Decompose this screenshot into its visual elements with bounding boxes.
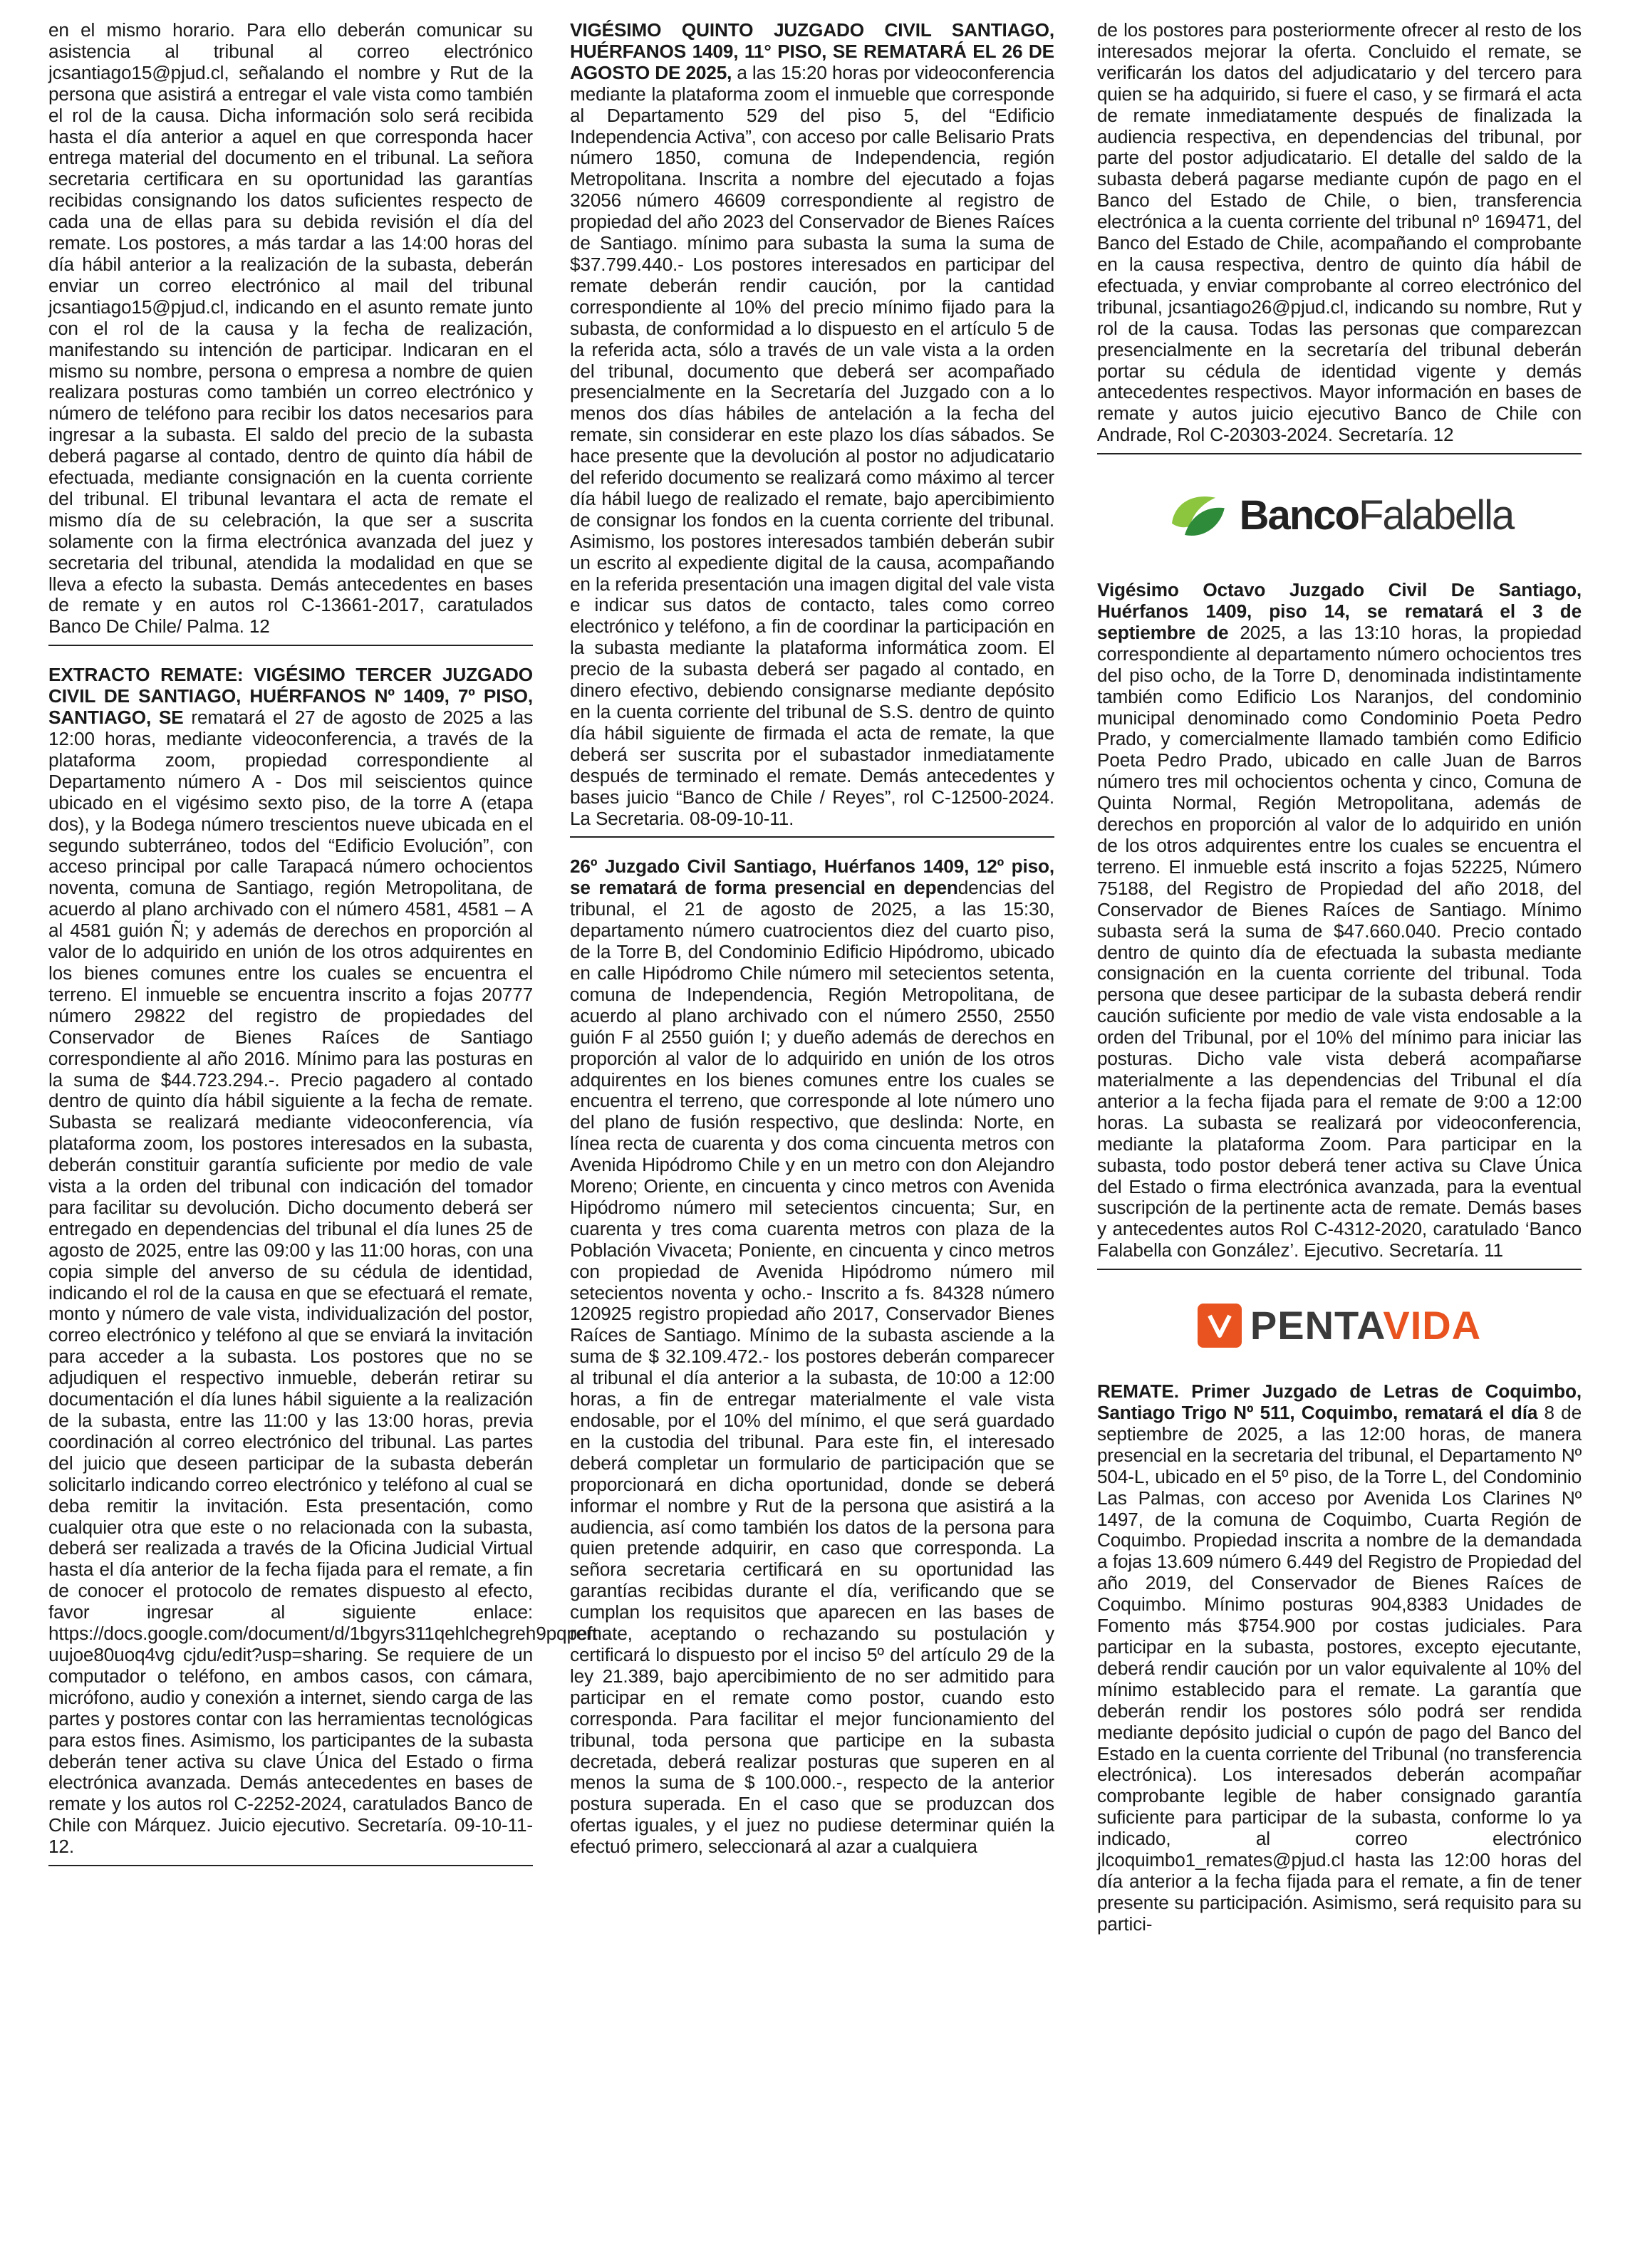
notice-coquimbo (1097, 1381, 1582, 1935)
penta-v-icon (1198, 1304, 1242, 1348)
notice-body: 8 de septiembre de 2025, a las 12:00 horas, de manera presencial en la secretaria del tribunal, el Departamento Nº 504-L, ubicado en el 5º piso, de la Torre L, del Condominio Las Palmas, con acceso por Avenida Los Clarines Nº 1497, de la comuna de Coquimbo, Cuarta Región de Coquimbo. Propiedad inscrita a nombre de la demandada a fojas 13.609 número 6.449 del Registro de Propiedad del año 2019, del Conservador de Bienes Raíces de Coquimbo. Mínimo posturas 904,8383 Unidades de Fomento más $754.900 por costas judiciales. Para participar en la subasta, postores, excepto ejecutante, deberá rendir caución por un valor equivalente al 10% del mínimo establecido para el remate. La garantía que deberán rendir los postores sólo podrá ser rendida mediante depósito judicial o cupón de pago del Banco del Estado en la cuenta corriente del Tribunal (no transferencia electrónica). Los interesados deberán acompañar comprobante legible de haber consignado garantía suficiente para participar de la subasta, conforme lo ya indicado, al correo electrónico jlcoquimbo1_remates@pjud.cl hasta las 12:00 horas del día anterior a la fecha fijada para el remate, a fin de tener presente su participación. Asimismo, será requisito para su partici- (1097, 1402, 1582, 1935)
logo-word-vida: VIDA (1383, 1303, 1482, 1348)
notice-body: a las 15:20 horas por videoconferencia mediante la plataforma zoom el inmueble que corresponde al Departamento 529 del piso 5, del “Edificio Independencia Activa”, con acceso por calle Belisario Prats número 1850, comuna de Independencia, región Metropolitana. Inscrita a nombre del ejecutado a fojas 32056 número 46609 correspondiente al registro de propiedad del año 2023 del Conservador de Bienes Raíces de Santiago. mínimo para subasta la suma la suma de $37.799.440.- Los postores interesados en participar del remate deberán rendir caución, por la cantidad correspondiente al 10% del precio mínimo fijado para la subasta, de conformidad a lo dispuesto en el artículo 5 de la referida acta, sólo a través de un vale vista a la orden del tribunal, documento que deberá ser acompañado presencialmente en la Secretaría del Juzgado con a lo menos dos días hábiles de antelación a la fecha del remate, sin considerar en este plazo los días sábados. Se hace presente que la devolución al postor no adjudicatario del referido documento se realizará como máximo al tercer día hábil luego de realizado el remate, bajo apercibimiento de consignar los fondos en la cuenta corriente del tribunal. Asimismo, los postores interesados también deberán subir un escrito al expediente digital de la causa, acompañando en la referida presentación una imagen digital del vale vista e indicar sus datos de contacto, tales como correo electrónico y teléfono, a fin de coordinar la participación en la subasta mediante la plataforma informática zoom. El precio de la subasta deberá ser pagado al contado, en dinero efectivo, debiendo consignarse mediante depósito en la cuenta corriente del tribunal de S.S. dentro de quinto día hábil siguiente de firmada el acta de remate, la que deberá ser suscrita por el subastador inmediatamente después de terminado el remate. Demás antecedentes y bases juicio “Banco de Chile / Reyes”, rol C-12500-2024. La Secretaria. 08-09-10-11. (570, 61, 1054, 829)
notice-body: de los postores para posteriormente ofrecer al resto de los interesados mejorar la oferta. Concluido el remate, se verificarán los datos del adjudicatario y del tercero para quien se ha adquirido, si fuere el caso, y se firmará el acta de remate inmediatamente después de finalizada la audiencia respectiva, en dependencias del tribunal, por parte del postor adjudicatario. El detalle del saldo de la subasta deberá pagarse mediante cupón de pago en el Banco del Estado de Chile, o bien, transferencia electrónica a la cuenta corriente del tribunal nº 169471, del Banco del Estado de Chile, acompañando el comprobante en la causa respectiva, dentro de quinto día hábil de efectuada, y enviar comprobante al correo electrónico del tribunal, jcsantiago26@pjud.cl, indicando su nombre, Rut y rol de la causa. Todas las personas que comparezcan presencialmente en la secretaría del tribunal deberán portar su cédula de identidad vigente y demás antecedentes respectivos. Mayor información en bases de remate y autos juicio ejecutivo Banco de Chile con Andrade, Rol C-20303-2024. Secretaría. 12 (1097, 19, 1582, 446)
notice-heading: EXTRACTO REMATE: VIGÉSIMO TERCER JUZGADO CIVIL DE SANTIAGO, HUÉRFANOS Nº 1409, 7º PISO, SANTIAGO, SE (48, 664, 533, 729)
notice-juzgado-25 (570, 20, 1054, 829)
divider (1097, 453, 1582, 454)
notice-heading: Vigésimo Octavo Juzgado Civil De Santiago, Huérfanos 1409, piso 14, se rematará el 3 de septiembre de (1097, 579, 1582, 643)
notice-juzgado-23 (48, 664, 598, 1858)
logo-word-banco: Banco (1239, 492, 1359, 539)
divider (48, 645, 533, 646)
notice-juzgado-28 (1097, 580, 1582, 1262)
logo-word-falabella: Falabella (1358, 492, 1514, 539)
notice-body: rematará el 27 de agosto de 2025 a las 12:00 horas, mediante videoconferencia, a través de la plataforma zoom, propiedad correspondiente al Departamento número A - Dos mil seiscientos quince ubicado en el vigésimo sexto piso, de la torre A (etapa dos), y la Bodega número trescientos nueve ubicada en el segundo subterráneo, todos del “Edificio Evolución”, con acceso principal por calle Tarapacá número ochocientos noventa, comuna de Santiago, región Metropolitana, de acuerdo al plano archivado con el número 4581, 4581 – A al 4581 guión Ñ; y además de derechos en proporción al valor de lo adquirido en unión de los otros adquirentes en los bienes comunes entre los cuales se encuentra el terreno. El inmueble se encuentra inscrito a fojas 20777 número 29822 del registro de propiedades del Conservador de Bienes Raíces de Santiago correspondiente al año 2016. Mínimo para las posturas en la suma de $44.723.294.-. Precio pagadero al contado dentro de quinto día hábil siguiente a la fecha de remate. Subasta se realizará mediante videoconferencia, vía plataforma zoom, los postores interesados en la subasta, deberán constituir garantía suficiente por medio de vale vista a la orden del tribunal con indicación del tomador para facilitar su devolución. Dicho documento deberá ser entregado en dependencias del tribunal el día lunes 25 de agosto de 2025, entre las 09:00 y las 11:00 horas, con una copia simple del anverso de su cédula de identidad, indicando el rol de la causa en que se efectuará el remate, monto y número de vale vista, individualización del postor, correo electrónico y teléfono al que se enviará la invitación para acceder a la subasta. Los postores que no se adjudiquen el respectivo inmueble, deberán retirar su documentación el día lunes hábil siguiente a la realización de la subasta, entre las 11:00 y las 13:00 horas, previa coordinación al correo electrónico del tribunal. Las partes del juicio que deseen participar de la subasta deberán solicitarlo indicando correo electrónico y teléfono al cual se deba remitir la invitación. Esta presentación, como cualquier otra que este o no relacionada con la subasta, deberá ser realizada a través de la Oficina Judicial Virtual hasta el día anterior de la fecha fijada para el remate, a fin de conocer el protocolo de remates dispuesto al efecto, favor ingresar al siguiente enlace: https://docs.google.com/document/d/1bgyrs311qehlchegreh9pqpeft uujoe80uoq4vg cjdu/edit?usp=sharing. Se requiere de un computador o teléfono, en ambos casos, con cámara, micrófono, audio y conexión a internet, siendo carga de las partes y postores contar con las herramientas tecnológicas para estos fines. Asimismo, los participantes de la subasta deberán tener activa su clave Única del Estado o firma electrónica avanzada. Demás antecedentes en bases de remate y los autos rol C-2252-2024, caratulados Banco de Chile con Márquez. Juicio ejecutivo. Secretaría. 09-10-11-12. (48, 707, 598, 1858)
penta-wordmark (1250, 1303, 1482, 1348)
notice-juzgado-26 (570, 856, 1054, 1858)
notice-heading: REMATE. Primer Juzgado de Letras de Coquimbo, Santiago Trigo Nº 511, Coquimbo, rematará el día (1097, 1380, 1582, 1424)
column-left (48, 19, 598, 1885)
notice-body: en el mismo horario. Para ello deberán comunicar su asistencia al tribunal al correo electrónico jcsantiago15@pjud.cl, señalando el nombre y Rut de la persona que asistirá a entregar el vale vista como también el rol de la causa. Dicha información solo será recibida hasta el día anterior a aquel en que corresponda hacer entrega material del documento en el tribunal. La señora secretaria certificara en su oportunidad las garantías recibidas consignando los datos suficientes respecto de cada una de ellas para su debida revisión el día del remate. Los postores, a más tardar a las 14:00 horas del día hábil anterior a la realización de la subasta, deberán enviar un correo electrónico al mail del tribunal jcsantiago15@pjud.cl, indicando en el asunto remate junto con el rol de la causa y la fecha de realización, manifestando su intención de participar. Indicaran en el mismo su nombre, persona o empresa a nombre de quien realizara posturas como también un correo electrónico y número de teléfono para recibir los datos necesarios para ingresar a la subasta. El saldo del precio de la subasta deberá pagarse al contado, dentro de quinto día hábil de efectuada, mediante consignación en la cuenta corriente del tribunal. El tribunal levantara el acta de remate el mismo día de su celebración, la que ser a suscrita solamente con la firma electrónica avanzada del juez y secretaria del tribunal, atendida la modalidad en que se lleva a efecto la subasta. Demás antecedentes en bases de remate y en autos rol C-13661-2017, caratulados Banco De Chile/ Palma. 12 (48, 19, 533, 638)
notice-body: 2025, a las 13:10 horas, la propiedad correspondiente al departamento número ochocientos tres del piso ocho, de la Torre D, denominada indistintamente también como Edificio Los Naranjos, del condominio municipal denominado como Condominio Poeta Pedro Prado, y comercialmente llamado también como Edificio Poeta Pedro Prado, ubicado en calle Juan de Barros número tres mil ochocientos ochenta y cinco, Comuna de Quinta Normal, Región Metropolitana, además de derechos en proporción al valor de lo adquirido en unión de los otros adquirentes entre los cuales se encuentra el terreno. El inmueble está inscrito a fojas 52225, Número 75188, del Registro de Propiedad del año 2018, del Conservador de Bienes Raíces de Santiago. Mínimo subasta será la suma de $47.660.040. Precio contado dentro de quinto día de efectuada la subasta mediante consignación en la cuenta corriente del tribunal. Toda persona que desee participar de la subasta deberá rendir caución suficiente por medio de vale vista endosable a la orden del Tribunal, por el 10% del mínimo para iniciar las posturas. Dicho vale vista deberá acompañarse materialmente a las dependencias del Tribunal el día anterior a la fecha fijada para el remate de 9:00 a 12:00 horas. La subasta se realizará por videoconferencia, mediante la plataforma Zoom. Para participar en la subasta, todo postor deberá tener activa su Clave Única del Estado o firma electrónica avanzada, para la eventual suscripción de la pertinente acta de remate. Demás bases y antecedentes autos Rol C-4312-2020, caratulado ‘Banco Falabella con González’. Ejecutivo. Secretaría. 11 (1097, 621, 1582, 1262)
notice-continued-santiago15 (48, 20, 533, 638)
penta-vida-logo (1097, 1289, 1582, 1363)
notice-heading: VIGÉSIMO QUINTO JUZGADO CIVIL SANTIAGO, HUÉRFANOS 1409, 11° PISO, SE REMATARÁ EL 26 DE AGOSTO DE 2025, (570, 19, 1054, 83)
column-middle (570, 20, 1054, 1858)
notice-heading: 26º Juzgado Civil Santiago, Huérfanos 1409, 12º piso, se rematará de forma presencial en depen (570, 855, 1054, 899)
notice-body: dencias del tribunal, el 21 de agosto de 2025, a las 15:30, departamento número cuatrocientos diez del cuarto piso, de la Torre B, del Condominio Edificio Hipódromo, ubicado en calle Hipódromo Chile número mil setecientos setenta, comuna de Independencia, Región Metropolitana, de acuerdo al plano archivado con el número 2550, 2550 guión F al 2550 guión I; y dueño además de derechos en proporción al valor de lo adquirido en unión de los otros adquirentes en los bienes comunes entre los cuales se encuentra el terreno, que corresponde al lote número uno del plano de fusión respectivo, que deslinda: Norte, en línea recta de cuarenta y dos coma cincuenta metros con Avenida Hipódromo Chile y en un metro con don Alejandro Moreno; Oriente, en cincuenta y cinco metros con Avenida Hipódromo número mil setecientos cincuenta; Sur, en cuarenta y tres coma cuarenta metros con plaza de la Población Vivaceta; Poniente, en cincuenta y cinco metros con propiedad de Avenida Hipódromo número mil setecientos noventa y ocho.- Inscrito a fs. 84328 número 120925 registro propiedad año 2017, Conservador Bienes Raíces de Santiago. Mínimo de la subasta asciende a la suma de $ 32.109.472.- los postores deberán comparecer al tribunal el día anterior a la subasta, de 10:00 a 12:00 horas, a fin de entregar materialmente el vale vista endosable, por el 10% del mínimo, el que será guardado en la custodia del tribunal. Para este fin, el interesado deberá completar un formulario de participación que se proporcionará en dicha oportunidad, donde se deberá informar el nombre y Rut de la persona que asistirá a la audiencia, así como también los datos de la persona para quien pretende adquirir, en caso que corresponda. La señora secretaria certificará en su oportunidad las garantías recibidas durante el día, verificando que se cumplan los requisitos que aparecen en las bases de remate, aceptando o rechazando su postulación y certificará lo dispuesto por el inciso 5º del artículo 29 de la ley 21.389, bajo apercibimiento de no ser admitido para participar en el remate como postor, cuando esto corresponda. Para facilitar el mejor funcionamiento del tribunal, toda persona que participe en la subasta decretada, deberá realizar posturas que superen en al menos la suma de $ 100.000.-, respecto de la anterior postura superada. En el caso que se produzcan dos ofertas iguales, y el juez no pudiese determinar quién la efectuó primero, seleccionará al azar a cualquiera (570, 877, 1054, 1858)
falabella-wordmark (1239, 492, 1514, 539)
column-right (1097, 20, 1582, 1935)
banco-falabella-logo (1097, 473, 1582, 558)
divider (1097, 1269, 1582, 1270)
notice-continued-juzgado-26 (1097, 20, 1582, 446)
logo-word-penta: PENTA (1250, 1303, 1384, 1348)
falabella-leaf-icon (1166, 484, 1230, 548)
divider (570, 836, 1054, 838)
divider (48, 1865, 533, 1866)
